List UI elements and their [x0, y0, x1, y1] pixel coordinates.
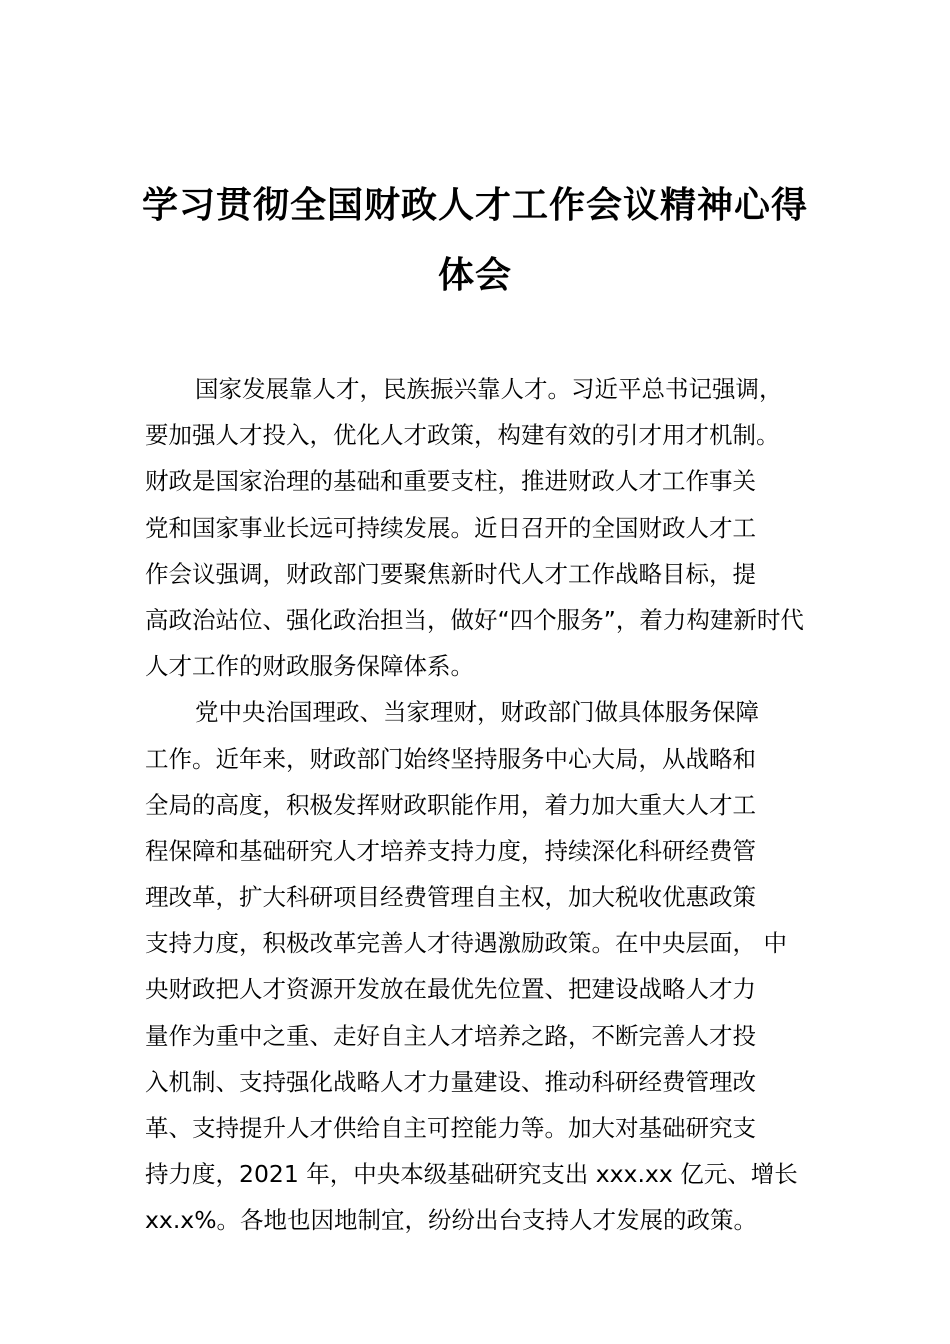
paragraph-1 — [145, 366, 810, 689]
paragraph-1-line-6: 高政治站位、强化政治担当，做好“四个服务”，着力构建新时代 — [145, 605, 804, 634]
paragraph-2 — [145, 689, 810, 1243]
paragraph-2-line-6: 支持力度，积极改革完善人才待遇激励政策。在中央层面， 中 — [145, 929, 787, 958]
paragraph-2-line-11: 持力度，2021 年，中央本级基础研究支出 xxx.xx 亿元、增长 — [145, 1160, 798, 1189]
paragraph-1-line-3: 财政是国家治理的基础和重要支柱，推进财政人才工作事关 — [145, 467, 756, 496]
paragraph-1-line-5: 作会议强调，财政部门要聚焦新时代人才工作战略目标，提 — [145, 559, 756, 588]
paragraph-2-line-4: 程保障和基础研究人才培养支持力度，持续深化科研经费管 — [145, 836, 756, 865]
document-body — [145, 366, 810, 1244]
paragraph-2-line-5: 理改革，扩大科研项目经费管理自主权，加大税收优惠政策 — [145, 883, 756, 912]
paragraph-2-line-8: 量作为重中之重、走好自主人才培养之路，不断完善人才投 — [145, 1021, 756, 1050]
paragraph-2-line-3: 全局的高度，积极发挥财政职能作用，着力加大重大人才工 — [145, 790, 756, 819]
paragraph-1-line-4: 党和国家事业长远可持续发展。近日召开的全国财政人才工 — [145, 513, 756, 542]
paragraph-2-line-2: 工作。近年来，财政部门始终坚持服务中心大局，从战略和 — [145, 744, 756, 773]
paragraph-1-line-2: 要加强人才投入，优化人才政策，构建有效的引才用才机制。 — [145, 421, 780, 450]
paragraph-2-line-12: xx.x%。各地也因地制宜，纷纷出台支持人才发展的政策。 — [145, 1206, 758, 1235]
paragraph-2-line-1: 党中央治国理政、当家理财，财政部门做具体服务保障 — [195, 698, 759, 727]
title-line-1: 学习贯彻全国财政人才工作会议精神心得 — [141, 184, 808, 226]
paragraph-2-line-10: 革、支持提升人才供给自主可控能力等。加大对基础研究支 — [145, 1114, 756, 1142]
document-title — [140, 170, 810, 310]
paragraph-1-line-1: 国家发展靠人才，民族振兴靠人才。习近平总书记强调， — [195, 375, 783, 403]
paragraph-2-line-9: 入机制、支持强化战略人才力量建设、推动科研经费管理改 — [145, 1067, 756, 1096]
title-line-2: 体会 — [437, 254, 512, 296]
paragraph-1-line-7: 人才工作的财政服务保障体系。 — [145, 652, 474, 681]
paragraph-2-line-7: 央财政把人才资源开发放在最优先位置、把建设战略人才力 — [145, 975, 756, 1004]
